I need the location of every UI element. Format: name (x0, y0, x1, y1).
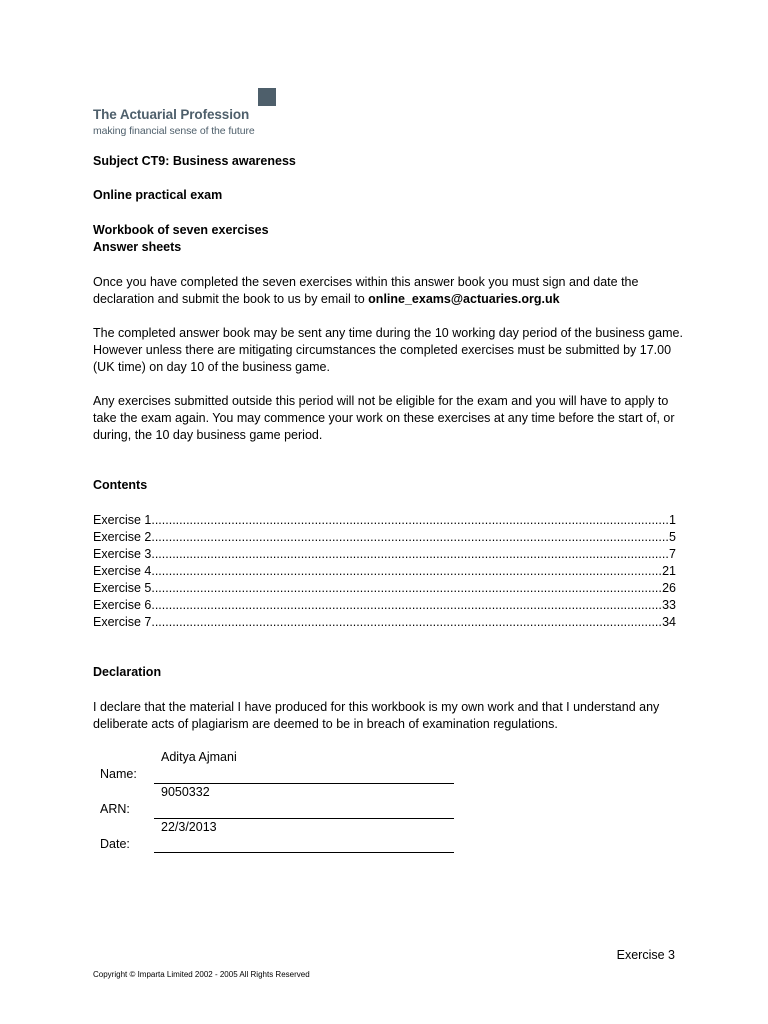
toc-entry-label: Exercise 4 (93, 564, 152, 578)
footer-exercise-label: Exercise 3 (616, 948, 675, 962)
toc-dot-leader (151, 563, 662, 580)
toc-entry-exercise-1[interactable] (93, 512, 676, 529)
arn-label: ARN: (100, 802, 130, 816)
toc-entry-page: 7 (669, 547, 676, 561)
toc-entry-exercise-6[interactable] (93, 597, 676, 614)
toc-entry-exercise-3[interactable] (93, 546, 676, 563)
toc-entry-label: Exercise 7 (93, 615, 152, 629)
toc-dot-leader (151, 529, 669, 546)
declaration-heading: Declaration (93, 665, 162, 679)
toc-entry-exercise-4[interactable] (93, 563, 676, 580)
arn-value: 9050332 (161, 785, 210, 799)
toc-entry-label: Exercise 1 (93, 513, 152, 527)
date-value: 22/3/2013 (161, 820, 217, 834)
logo-square-icon (258, 88, 276, 106)
eligibility-paragraph: Any exercises submitted outside this period will not be eligible for the exam and you will have to apply to take the exam again. You may commence your work on these exercises at any time before the start of, or during, the 10 day business game period. (93, 394, 675, 442)
toc-dot-leader (151, 597, 662, 614)
name-value: Aditya Ajmani (161, 750, 237, 764)
toc-entry-page: 34 (662, 615, 676, 629)
arn-signature-line[interactable] (154, 818, 454, 819)
logo-name: The Actuarial Profession (93, 107, 250, 122)
intro-paragraph (93, 274, 683, 308)
toc-entry-page: 33 (662, 598, 676, 612)
toc-entry-page: 21 (662, 564, 676, 578)
toc-dot-leader (151, 580, 662, 597)
toc-entry-exercise-5[interactable] (93, 580, 676, 597)
date-label: Date: (100, 837, 130, 851)
logo-tagline: making financial sense of the future (93, 125, 255, 137)
toc-entry-exercise-2[interactable] (93, 529, 676, 546)
toc-dot-leader (151, 512, 669, 529)
subject-title: Subject CT9: Business awareness (93, 154, 296, 168)
name-label: Name: (100, 767, 137, 781)
toc-entry-label: Exercise 6 (93, 598, 152, 612)
toc-entry-label: Exercise 3 (93, 547, 152, 561)
toc-entry-page: 26 (662, 581, 676, 595)
toc-entry-label: Exercise 2 (93, 530, 152, 544)
contents-heading: Contents (93, 478, 148, 492)
exam-type: Online practical exam (93, 188, 223, 202)
declaration-text: I declare that the material I have produced for this workbook is my own work and that I understand any deliberate acts of plagiarism are deemed to be in breach of examination regulations. (93, 700, 660, 731)
toc-dot-leader (151, 614, 662, 631)
copyright-notice: Copyright © Imparta Limited 2002 - 2005 All Rights Reserved (93, 970, 310, 979)
answer-sheets-title: Answer sheets (93, 240, 182, 254)
toc-entry-label: Exercise 5 (93, 581, 152, 595)
workbook-title: Workbook of seven exercises (93, 223, 269, 237)
name-signature-line[interactable] (154, 783, 454, 784)
table-of-contents (93, 512, 676, 631)
toc-entry-page: 5 (669, 530, 676, 544)
toc-entry-page: 1 (669, 513, 676, 527)
toc-dot-leader (151, 546, 669, 563)
toc-entry-exercise-7[interactable] (93, 614, 676, 631)
deadline-paragraph: The completed answer book may be sent any time during the 10 working day period of the business game. However unless there are mitigating circumstances the completed exercises must be submitted by 17.00 (UK time) on day 10 of the business game. (93, 326, 683, 374)
submission-email-link[interactable]: online_exams@actuaries.org.uk (368, 292, 560, 306)
date-signature-line[interactable] (154, 852, 454, 853)
intro-text: Once you have completed the seven exercises within this answer book you must sign and date the declaration and submit the book to us by email to (93, 275, 639, 306)
